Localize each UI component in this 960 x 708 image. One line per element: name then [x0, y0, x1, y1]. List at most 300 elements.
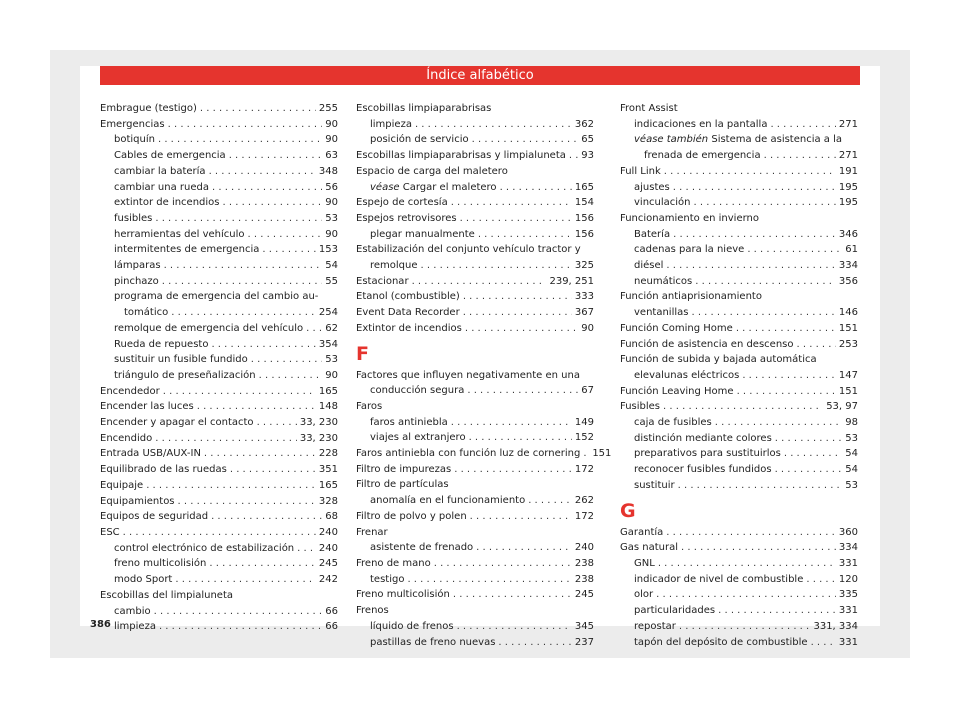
dot-leader — [467, 383, 578, 399]
page-reference: 335 — [838, 589, 858, 601]
index-term — [370, 619, 454, 635]
index-term — [114, 541, 294, 557]
page-reference: 153 — [318, 244, 338, 256]
page-title: Índice alfabético — [100, 66, 860, 85]
page-reference: 148 — [318, 401, 338, 413]
index-term-text: conducción segura — [370, 385, 465, 397]
page-reference: 334 — [838, 260, 858, 272]
dot-leader — [476, 540, 572, 556]
index-term — [370, 117, 412, 133]
dot-leader — [248, 227, 323, 243]
index-term-text: Función Leaving Home — [620, 385, 734, 397]
dot-leader — [678, 478, 843, 494]
page-reference: 54 — [325, 260, 338, 272]
index-term-text: Faros antiniebla con función luz de cornering — [356, 448, 581, 460]
index-entry — [356, 540, 594, 556]
page-reference: 120 — [838, 573, 858, 585]
index-term — [370, 572, 404, 588]
page-reference: 154 — [574, 197, 594, 209]
index-entry — [620, 478, 858, 494]
dot-leader — [500, 180, 572, 196]
page-reference: 238 — [574, 557, 594, 569]
page-reference: 53 — [325, 354, 338, 366]
dot-leader — [451, 415, 572, 431]
page-reference: 346 — [838, 228, 858, 240]
page-reference: 90 — [325, 118, 338, 130]
index-entry — [356, 180, 594, 196]
index-term — [634, 368, 739, 384]
index-term-text: Equipos de seguridad — [100, 511, 209, 523]
page-reference: 54 — [845, 464, 858, 476]
dot-leader — [666, 525, 836, 541]
index-term — [100, 478, 143, 494]
page-reference: 33, 230 — [299, 432, 338, 444]
page-reference: 90 — [325, 134, 338, 146]
page-reference: 151 — [838, 322, 858, 334]
index-term — [370, 227, 475, 243]
index-term — [370, 383, 464, 399]
index-entry — [620, 337, 858, 353]
index-term-text: triángulo de preseñalización — [114, 369, 256, 381]
dot-leader — [197, 399, 316, 415]
index-heading-text: Escobillas limpiaparabrisas — [356, 103, 492, 114]
dot-leader — [764, 148, 836, 164]
index-term — [370, 430, 466, 446]
index-term-text: limpieza — [114, 621, 156, 633]
page-reference: 195 — [838, 197, 858, 209]
index-term-text: Freno multicolisión — [356, 589, 450, 601]
index-term-text: particularidades — [634, 605, 716, 617]
index-term — [114, 337, 208, 353]
dot-leader — [469, 430, 572, 446]
dot-leader — [463, 289, 572, 305]
dot-leader — [663, 399, 823, 415]
index-term-text: Función Coming Home — [620, 322, 733, 334]
index-term — [370, 258, 418, 274]
index-term — [634, 258, 663, 274]
dot-leader — [211, 337, 315, 353]
index-entry — [100, 164, 338, 180]
index-term-text: intermitentes de emergencia — [114, 244, 260, 256]
index-term — [114, 556, 206, 572]
page-reference: 253 — [838, 338, 858, 350]
index-term — [100, 446, 201, 462]
index-term — [370, 132, 469, 148]
dot-leader — [451, 195, 572, 211]
index-term — [634, 587, 653, 603]
index-entry — [100, 541, 338, 557]
index-term-text: Estacionar — [356, 275, 409, 287]
index-entry — [100, 195, 338, 211]
index-entry — [100, 572, 338, 588]
index-term-text: repostar — [634, 620, 676, 632]
dot-leader — [171, 305, 316, 321]
page-reference: 165 — [318, 479, 338, 491]
index-term-text: Función de asistencia en descenso — [620, 338, 794, 350]
index-entry — [620, 415, 858, 431]
dot-leader — [175, 572, 316, 588]
index-entry — [620, 525, 858, 541]
index-term — [114, 619, 156, 635]
index-term-text: Emergencias — [100, 118, 165, 130]
dot-leader — [454, 462, 572, 478]
index-term — [634, 117, 767, 133]
index-entry — [100, 399, 338, 415]
index-term — [644, 148, 761, 164]
index-term-text: caja de fusibles — [634, 417, 712, 429]
dot-leader — [178, 494, 316, 510]
page-reference: 334 — [838, 542, 858, 554]
index-entry — [356, 415, 594, 431]
index-term — [620, 525, 663, 541]
index-term — [356, 305, 460, 321]
page-reference: 156 — [574, 212, 594, 224]
index-entry — [620, 603, 858, 619]
index-heading — [356, 525, 594, 541]
page-reference: 172 — [574, 510, 594, 522]
index-term-text: neumáticos — [634, 275, 693, 287]
index-entry — [356, 587, 594, 603]
index-term — [356, 509, 467, 525]
index-term — [356, 289, 460, 305]
index-entry — [620, 242, 858, 258]
dot-leader — [306, 321, 322, 337]
page-reference: 262 — [574, 495, 594, 507]
page-reference: 66 — [325, 621, 338, 633]
dot-leader — [204, 446, 316, 462]
index-entry — [100, 556, 338, 572]
index-entry — [100, 101, 338, 117]
index-term-text: distinción mediante colores — [634, 432, 772, 444]
index-term-text: cambiar una rueda — [114, 181, 209, 193]
page-reference: 333 — [574, 291, 594, 303]
index-entry — [620, 399, 858, 415]
index-term-text: Equipamientos — [100, 495, 175, 507]
page-reference: 245 — [318, 558, 338, 570]
index-term — [100, 101, 197, 117]
index-term-text: freno multicolisión — [114, 558, 207, 570]
dot-leader — [154, 604, 323, 620]
index-term-text: pastillas de freno nuevas — [370, 636, 496, 648]
index-term — [620, 164, 661, 180]
dot-leader — [498, 635, 571, 651]
index-heading-text: Filtro de partículas — [356, 479, 449, 491]
index-term — [356, 211, 457, 227]
index-heading-text: Factores que influyen negativamente en una — [356, 369, 580, 381]
index-entry — [620, 321, 858, 337]
dot-leader — [259, 368, 323, 384]
index-heading-text: programa de emergencia del cambio au- — [114, 291, 319, 303]
index-term — [100, 525, 120, 541]
index-term — [114, 274, 159, 290]
index-term-text: ESC — [100, 526, 120, 538]
page-reference: 242 — [318, 574, 338, 586]
index-term-text: reconocer fusibles fundidos — [634, 464, 772, 476]
page-reference: 151 — [838, 385, 858, 397]
index-column-2 — [356, 101, 612, 650]
index-entry — [356, 148, 594, 164]
index-term — [100, 384, 160, 400]
index-entry — [620, 556, 858, 572]
dot-leader — [163, 384, 316, 400]
index-entry — [100, 352, 338, 368]
index-term-text: limpieza — [370, 118, 412, 130]
index-entry — [356, 462, 594, 478]
index-term-text: Encender las luces — [100, 401, 194, 413]
page-reference: 254 — [318, 307, 338, 319]
index-entry — [620, 195, 858, 211]
index-term-text: botiquín — [114, 134, 155, 146]
page-reference: 331 — [838, 605, 858, 617]
page-reference: 33, 230 — [299, 417, 338, 429]
dot-leader — [209, 556, 316, 572]
index-term-text: herramientas del vehículo — [114, 228, 245, 240]
page-reference: 238 — [574, 573, 594, 585]
index-heading — [356, 399, 594, 415]
page-reference: 90 — [581, 322, 594, 334]
dot-leader — [223, 195, 323, 211]
index-entry — [356, 211, 594, 227]
dot-leader — [695, 274, 836, 290]
index-term-text: fusibles — [114, 212, 153, 224]
index-term-text: Encender y apagar el contacto — [100, 417, 254, 429]
page-reference: 351 — [318, 464, 338, 476]
index-term-text: cadenas para la nieve — [634, 244, 745, 256]
index-term — [634, 227, 670, 243]
dot-leader — [212, 180, 322, 196]
page-reference: 356 — [838, 275, 858, 287]
index-term-text: Espejos retrovisores — [356, 212, 457, 224]
index-term-text: lámparas — [114, 260, 161, 272]
index-entry — [356, 117, 594, 133]
index-term-text: control electrónico de estabilización — [114, 542, 295, 554]
index-term-text: asistente de frenado — [370, 542, 474, 554]
index-entry — [620, 117, 858, 133]
index-entry — [620, 384, 858, 400]
index-entry — [620, 540, 858, 556]
dot-leader — [162, 274, 322, 290]
dot-leader — [434, 556, 572, 572]
index-term — [114, 242, 259, 258]
dot-leader — [412, 274, 547, 290]
index-term-text: faros antiniebla — [370, 416, 448, 428]
index-entry — [356, 132, 594, 148]
index-term-text: posición de servicio — [370, 134, 469, 146]
dot-leader — [159, 619, 322, 635]
index-heading-text: Escobillas del limpialuneta — [100, 589, 234, 601]
index-heading-text: Frenar — [356, 526, 388, 538]
index-heading — [356, 242, 594, 258]
index-term-text: frenada de emergencia — [644, 150, 761, 162]
index-entry — [356, 493, 594, 509]
index-entry — [620, 587, 858, 603]
index-entry — [356, 195, 594, 211]
page-reference: 191 — [838, 165, 858, 177]
index-entry — [100, 337, 338, 353]
page-reference: 165 — [574, 181, 594, 193]
page-reference: 255 — [318, 103, 338, 114]
page-reference: 65 — [581, 134, 594, 146]
index-entry — [356, 274, 594, 290]
index-term — [356, 148, 566, 164]
page-reference: 67 — [581, 385, 594, 397]
index-term — [370, 493, 525, 509]
index-entry — [100, 478, 338, 494]
index-entry — [100, 604, 338, 620]
index-term-text: modo Sport — [114, 574, 173, 586]
index-term — [620, 399, 660, 415]
page-reference: 360 — [838, 526, 858, 538]
page-reference: 53 — [845, 432, 858, 444]
index-entry — [100, 494, 338, 510]
index-term-text: testigo — [370, 573, 405, 585]
page-reference: 362 — [574, 118, 594, 130]
index-entry — [100, 242, 338, 258]
page-reference: 331, 334 — [813, 620, 858, 632]
page-reference: 56 — [325, 181, 338, 193]
index-term — [114, 368, 256, 384]
index-term — [100, 431, 152, 447]
index-entry — [356, 258, 594, 274]
index-term — [114, 132, 155, 148]
index-term-text: Espejo de cortesía — [356, 197, 448, 209]
index-term — [634, 462, 772, 478]
index-term — [620, 321, 733, 337]
index-term — [634, 305, 688, 321]
index-term — [620, 540, 678, 556]
page-reference: 239, 251 — [549, 275, 594, 287]
index-term — [114, 572, 172, 588]
index-entry — [620, 274, 858, 290]
index-heading-text: Front Assist — [620, 103, 678, 114]
index-entry — [356, 556, 594, 572]
page-reference: 53, 97 — [826, 401, 858, 413]
dot-leader — [784, 446, 842, 462]
index-term — [620, 384, 734, 400]
page-reference: 98 — [845, 417, 858, 429]
dot-leader — [257, 415, 297, 431]
page-reference: 90 — [325, 228, 338, 240]
index-term — [634, 180, 670, 196]
index-term-text: Event Data Recorder — [356, 307, 460, 319]
index-entry — [100, 117, 338, 133]
index-term-text: elevalunas eléctricos — [634, 369, 740, 381]
index-term — [356, 446, 580, 462]
index-heading — [620, 132, 858, 148]
page-reference: 271 — [838, 118, 858, 130]
section-letter: G — [620, 499, 636, 522]
dot-leader — [209, 164, 316, 180]
index-term-text: pinchazo — [114, 275, 159, 287]
index-term-text: Escobillas limpiaparabrisas y limpialuneta — [356, 150, 566, 162]
index-entry — [620, 148, 858, 164]
dot-leader — [747, 242, 842, 258]
index-term-text: preparativos para sustituirlos — [634, 448, 781, 460]
page-reference: 156 — [574, 228, 594, 240]
index-term — [100, 117, 165, 133]
index-heading-text: Sistema de asistencia a la — [711, 134, 843, 146]
index-term — [100, 415, 254, 431]
index-term — [114, 321, 303, 337]
index-entry — [356, 227, 594, 243]
index-entry — [100, 211, 338, 227]
index-term-text: Gas natural — [620, 542, 679, 554]
index-entry — [356, 509, 594, 525]
index-term — [114, 258, 161, 274]
dot-leader — [155, 211, 322, 227]
page-reference: 61 — [845, 244, 858, 256]
page-reference: 55 — [325, 275, 338, 287]
dot-leader — [736, 321, 836, 337]
page-reference: 172 — [574, 463, 594, 475]
dot-leader — [460, 211, 572, 227]
index-entry — [356, 305, 594, 321]
index-term-text: ajustes — [634, 181, 670, 193]
index-term — [114, 604, 151, 620]
dot-leader — [158, 132, 322, 148]
index-term-text: Encendedor — [100, 385, 160, 397]
index-term-text: Etanol (combustible) — [356, 291, 460, 303]
dot-leader — [681, 540, 836, 556]
page-reference: 331 — [838, 557, 858, 569]
page-reference: 328 — [318, 495, 338, 507]
index-heading-text: Estabilización del conjunto vehículo tractor y — [356, 244, 581, 256]
page-reference: 237 — [574, 636, 594, 648]
index-heading — [356, 368, 594, 384]
dot-leader — [457, 619, 572, 635]
page-reference: 93 — [581, 150, 594, 162]
index-entry — [620, 446, 858, 462]
page-reference: 66 — [325, 605, 338, 617]
index-term — [100, 462, 227, 478]
page-number: 386 — [90, 619, 111, 630]
index-term — [634, 572, 803, 588]
index-heading-text: Funcionamiento en invierno — [620, 212, 759, 224]
index-entry — [100, 525, 338, 541]
index-entry — [620, 164, 858, 180]
index-entry — [100, 462, 338, 478]
index-entry — [100, 446, 338, 462]
see-also-label: véase también — [634, 134, 709, 146]
index-term — [356, 587, 450, 603]
index-term — [634, 603, 715, 619]
index-term-text: Full Link — [620, 165, 661, 177]
index-entry — [620, 227, 858, 243]
index-entry — [100, 368, 338, 384]
index-term-text: Filtro de impurezas — [356, 463, 452, 475]
index-term-text: Cargar el maletero — [402, 181, 497, 193]
index-term-text: Rueda de repuesto — [114, 338, 209, 350]
index-entry — [620, 431, 858, 447]
index-term-text: sustituir un fusible fundido — [114, 354, 248, 366]
index-heading — [620, 211, 858, 227]
index-term — [356, 321, 462, 337]
page-reference: 240 — [574, 542, 594, 554]
index-term-text: extintor de incendios — [114, 197, 220, 209]
dot-leader — [691, 305, 835, 321]
dot-leader — [742, 368, 836, 384]
index-term — [634, 242, 744, 258]
dot-leader — [569, 148, 578, 164]
index-heading — [100, 289, 338, 305]
index-term-text: Entrada USB/AUX-IN — [100, 448, 201, 460]
index-heading-text: Función antiaprisionamiento — [620, 291, 762, 303]
page-reference: 68 — [325, 511, 338, 523]
dot-leader — [251, 352, 323, 368]
dot-leader — [155, 431, 297, 447]
index-entry — [100, 384, 338, 400]
dot-leader — [123, 525, 316, 541]
